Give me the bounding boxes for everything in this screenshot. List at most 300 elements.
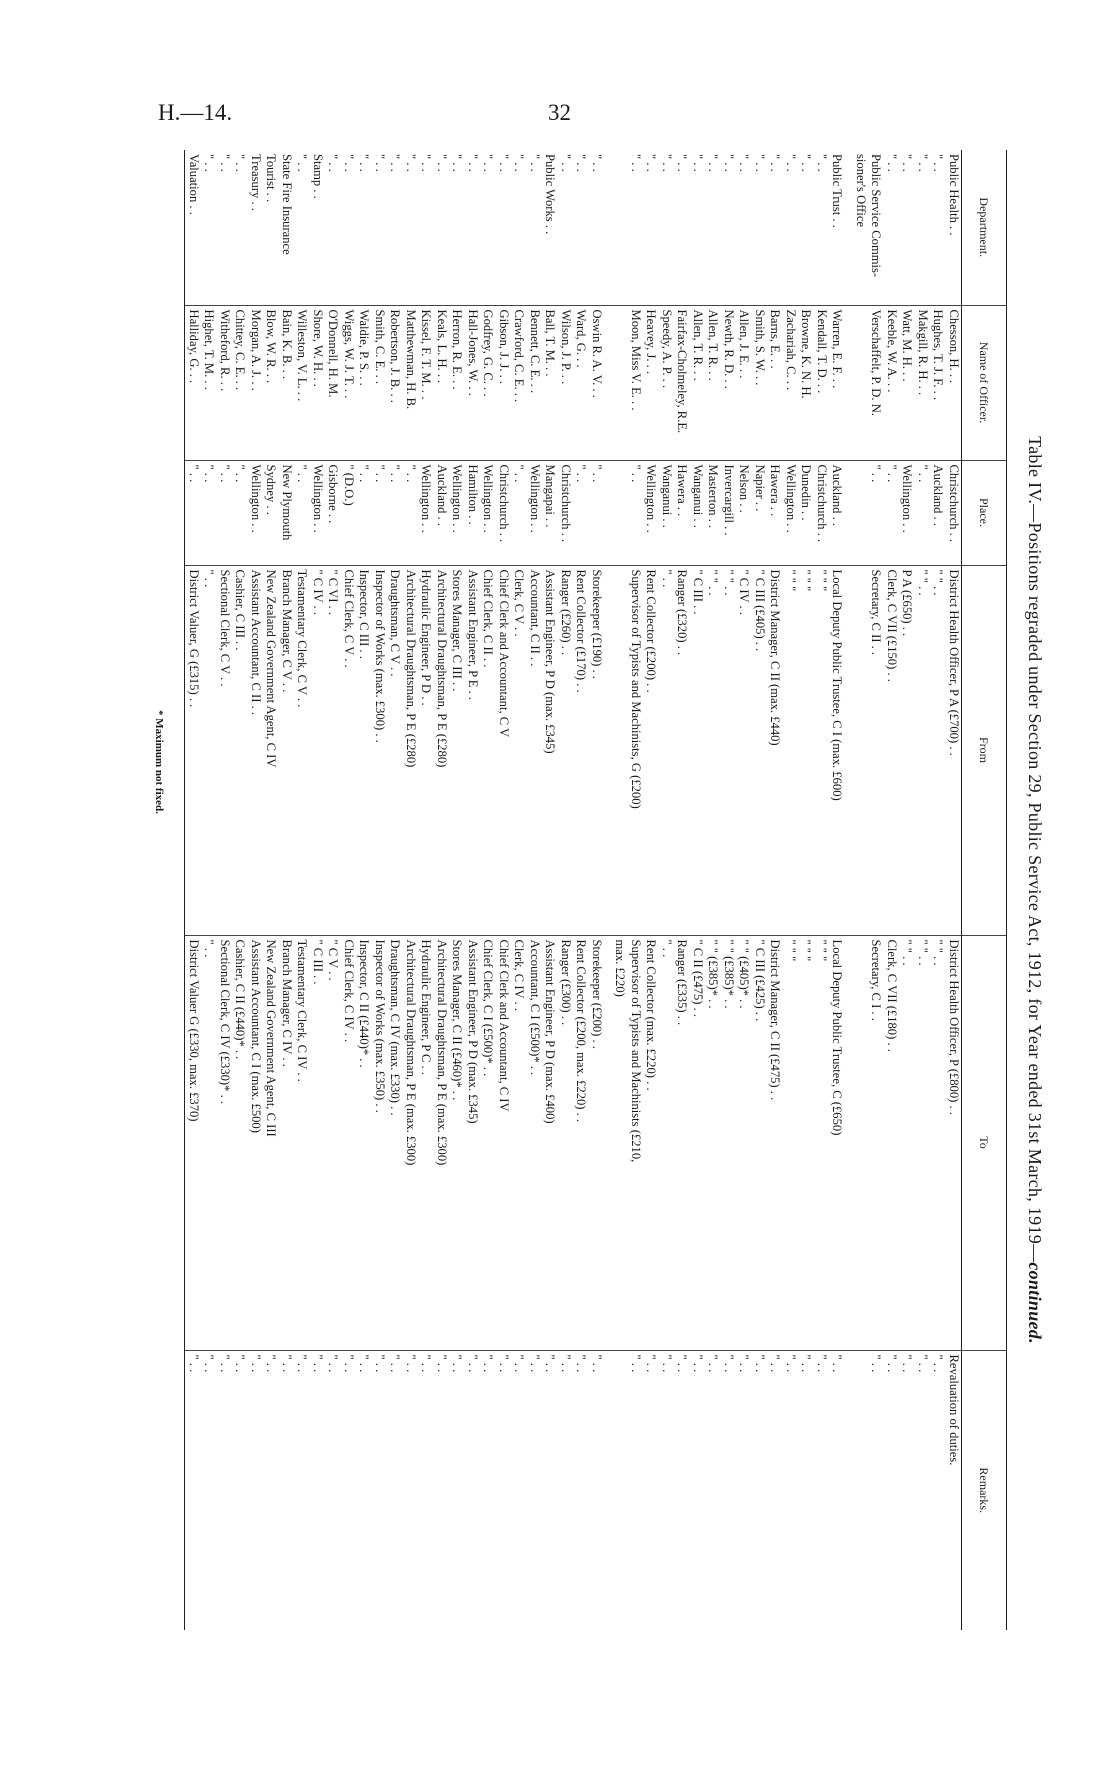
cell-officer-name: Gibson, J. J. . . — [496, 305, 512, 460]
cell-to: " " . . — [899, 935, 915, 1350]
cell-to: Rent Collector (£200, max. £220) . . — [573, 935, 589, 1350]
cell-place: " . . — [217, 460, 233, 565]
table-row — [752, 150, 768, 1630]
cell-remarks — [612, 1350, 628, 1630]
cell-officer-name: Chittey, C. E. . . — [232, 305, 248, 460]
cell-officer-name: Verschaffelt, P. D. N. — [868, 305, 884, 460]
cell-officer-name: Wiggs, W. J. T. . . — [341, 305, 357, 460]
cell-place: Hawera . . — [674, 460, 690, 565]
cell-department: " . . — [357, 154, 372, 172]
table-row — [899, 150, 915, 1630]
cell-to: " " " — [783, 935, 799, 1350]
cell-place: Gisborne . . — [325, 460, 341, 565]
table-row — [232, 150, 248, 1630]
column-header-place: Place. — [962, 460, 1007, 565]
cell-to: Inspector of Works (max. £350) . . — [372, 935, 388, 1350]
cell-from: Inspector of Works (max. £300) . . — [372, 565, 388, 935]
cell-remarks: " . . — [884, 1350, 900, 1630]
cell-department: " . . — [202, 154, 217, 172]
cell-remarks: " . . — [589, 1350, 605, 1630]
table-row — [628, 150, 644, 1630]
cell-remarks: " . . — [325, 1350, 341, 1630]
cell-remarks: " . . — [628, 1350, 644, 1630]
table-row — [783, 150, 799, 1630]
cell-department: " . . — [233, 154, 248, 172]
cell-from: Local Deputy Public Trustee, C I (max. £600) — [829, 565, 845, 935]
cell-department: Public Trust . . — [830, 154, 845, 228]
cell-remarks: " . . — [930, 1350, 946, 1630]
table-row — [659, 150, 675, 1630]
cell-place: " . . — [589, 460, 605, 565]
cell-department: Treasury . . — [249, 154, 263, 211]
cell-officer-name: Barns, E. . . — [767, 305, 783, 460]
cell-department: " . . — [722, 154, 736, 172]
cell-to: " . . — [659, 935, 675, 1350]
cell-place: Wellington . . — [248, 460, 264, 565]
cell-from: Rent Collector (£200) . . — [643, 565, 659, 935]
cell-officer-name: Highet, T. M. . . — [201, 305, 217, 460]
cell-department: " . . — [481, 154, 496, 172]
cell-officer-name: Zachariah, C. . . — [783, 305, 799, 460]
cell-place: Auckland . . — [930, 460, 946, 565]
cell-to: " C V . . — [325, 935, 341, 1350]
cell-place: " . . — [884, 460, 900, 565]
cell-to: Ranger (£300) . . — [558, 935, 574, 1350]
cell-officer-name: Witheford, R. . . — [217, 305, 233, 460]
cell-remarks — [853, 1350, 869, 1630]
cell-place: Dunedin . . — [798, 460, 814, 565]
cell-place — [853, 460, 869, 565]
table-row — [721, 150, 737, 1630]
cell-department: " . . — [295, 154, 310, 172]
cell-department: " . . — [528, 154, 542, 172]
cell-to: " " " — [814, 935, 830, 1350]
cell-officer-name — [853, 305, 869, 460]
cell-remarks: " . . — [449, 1350, 465, 1630]
cell-to: Architectural Draughtsman, P E (max. £300) — [403, 935, 419, 1350]
cell-department: " . . — [404, 154, 418, 172]
cell-place: " . . — [628, 460, 644, 565]
cell-place: Christchurch . . — [946, 460, 962, 565]
cell-department: " . . — [644, 154, 659, 172]
column-header-remarks: Remarks. — [962, 1350, 1007, 1630]
cell-officer-name: Keeble, W. A. . . — [884, 305, 900, 460]
cell-place: Wellington . . — [783, 460, 799, 565]
spacer-cell — [604, 935, 612, 1350]
cell-department: State Fire Insurance — [280, 154, 294, 255]
cell-place: " . . — [915, 460, 931, 565]
cell-from: " . . — [659, 565, 675, 935]
column-header-to: To — [962, 935, 1007, 1350]
cell-to: " C II (£475) . . — [690, 935, 706, 1350]
cell-from: Clerk, C V . . — [511, 565, 527, 935]
cell-to: Storekeeper (£200) . . — [589, 935, 605, 1350]
cell-department: Public Health . . — [947, 154, 961, 236]
spacer-cell — [845, 935, 853, 1350]
table-row — [558, 150, 574, 1630]
table-row — [915, 150, 931, 1630]
table-body — [185, 150, 962, 1630]
table-title — [1024, 150, 1045, 1630]
table-row — [279, 150, 295, 1630]
cell-from: " " . . — [721, 565, 737, 935]
cell-remarks: " . . — [294, 1350, 310, 1630]
cell-to: max. £220) — [612, 935, 628, 1350]
cell-remarks: " . . — [829, 1350, 845, 1630]
cell-remarks: " . . — [201, 1350, 217, 1630]
cell-officer-name: Browne, K. N. H. — [798, 305, 814, 460]
cell-officer-name: Allen, J. E. . . — [736, 305, 752, 460]
footnote: * Maximum not fixed. — [153, 710, 165, 814]
spacer-cell — [604, 150, 612, 305]
cell-department: " . . — [815, 154, 829, 172]
cell-remarks: " . . — [783, 1350, 799, 1630]
cell-officer-name: Allen, T. R. . . — [705, 305, 721, 460]
cell-remarks: " . . — [558, 1350, 574, 1630]
cell-remarks: " . . — [496, 1350, 512, 1630]
cell-from: " " " — [798, 565, 814, 935]
cell-place: Masterton . . — [705, 460, 721, 565]
cell-to: Assistant Engineer, P D (max. £400) — [542, 935, 558, 1350]
table-row — [674, 150, 690, 1630]
cell-remarks: " . . — [643, 1350, 659, 1630]
cell-place: " . . — [232, 460, 248, 565]
cell-from: District Health Officer, P A (£700) . . — [946, 565, 962, 935]
cell-place: Hawera . . — [767, 460, 783, 565]
cell-from: Clerk, C VII (£150) . . — [884, 565, 900, 935]
table-row — [480, 150, 496, 1630]
table-row — [705, 150, 721, 1630]
table-row — [465, 150, 481, 1630]
cell-from: Draughtsman, C V . . — [387, 565, 403, 935]
cell-officer-name: Ward, G. . . — [573, 305, 589, 460]
cell-officer-name: Hughes, T. J. F. . . — [930, 305, 946, 460]
cell-remarks: " . . — [527, 1350, 543, 1630]
cell-officer-name: Warren, E. F. . . — [829, 305, 845, 460]
cell-to: Draughtsman, C IV (max. £330) . . — [387, 935, 403, 1350]
cell-place: " . . — [294, 460, 310, 565]
cell-department: " . . — [590, 154, 604, 172]
cell-place: Auckland . . — [829, 460, 845, 565]
cell-department: " . . — [497, 154, 511, 172]
cell-from: " . . — [201, 565, 217, 935]
cell-officer-name: Smith, C. E. . . — [372, 305, 388, 460]
cell-from: Inspector, C III . . — [356, 565, 372, 935]
cell-officer-name: Godfrey, G. C. . . — [480, 305, 496, 460]
cell-place: Sydney . . — [263, 460, 279, 565]
cell-from: " " " — [814, 565, 830, 935]
cell-department: " . . — [784, 154, 798, 172]
cell-department: " . . — [326, 154, 341, 172]
cell-from: District Manager, C II (max. £440) — [767, 565, 783, 935]
cell-to: District Manager, C II (£475) . . — [767, 935, 783, 1350]
cell-officer-name: Kendall, T. D. . . — [814, 305, 830, 460]
cell-from: Testamentary Clerk, C V . . — [294, 565, 310, 935]
cell-to: Testamentary Clerk, C IV . . — [294, 935, 310, 1350]
cell-from: Ranger (£260) . . — [558, 565, 574, 935]
cell-from: Rent Collector (£170) . . — [573, 565, 589, 935]
table-row — [853, 150, 869, 1630]
cell-officer-name: Smith, S. W. . . — [752, 305, 768, 460]
cell-officer-name: Oswin R. A. V. . . — [589, 305, 605, 460]
cell-remarks: " . . — [480, 1350, 496, 1630]
cell-remarks: " . . — [279, 1350, 295, 1630]
table-row — [496, 150, 512, 1630]
cell-department: " . . — [435, 154, 449, 172]
table-row — [217, 150, 233, 1630]
cell-department: " . . — [218, 154, 232, 172]
cell-to: Rent Collector (max. £220) . . — [643, 935, 659, 1350]
cell-remarks: " . . — [705, 1350, 721, 1630]
cell-remarks: " . . — [752, 1350, 768, 1630]
cell-officer-name: Moon, Miss V. E. . . — [628, 305, 644, 460]
cell-from: Secretary, C II . . — [868, 565, 884, 935]
cell-place: Wellington . . — [527, 460, 543, 565]
cell-officer-name: Shore, W. H. . . — [310, 305, 326, 460]
spacer-cell — [845, 150, 853, 305]
cell-to: Hydraulic Engineer, P C . . — [418, 935, 434, 1350]
cell-to: " " . . — [915, 935, 931, 1350]
cell-department: Tourist . . — [264, 154, 279, 203]
cell-to: Architectural Draughtsman, P E (max. £300) — [434, 935, 450, 1350]
cell-from: Chief Clerk, C II . . — [480, 565, 496, 935]
cell-from: " C VI . . — [325, 565, 341, 935]
cell-to: Clerk, C IV . . — [511, 935, 527, 1350]
table-row — [341, 150, 357, 1630]
table-row — [418, 150, 434, 1630]
cell-place: Hamilton . . — [465, 460, 481, 565]
cell-to: " " (£385)* . . — [705, 935, 721, 1350]
rotated-table-block — [140, 150, 1045, 1630]
table-row — [767, 150, 783, 1630]
cell-remarks: " . . — [736, 1350, 752, 1630]
table-row — [403, 150, 419, 1630]
cell-place: Christchurch . . — [814, 460, 830, 565]
cell-place: Christchurch . . — [496, 460, 512, 565]
table-title-continued: continued. — [1025, 1262, 1045, 1344]
cell-place: " . . — [356, 460, 372, 565]
spacer-cell — [604, 460, 612, 565]
cell-remarks: " . . — [674, 1350, 690, 1630]
cell-place: Wanganui . . — [659, 460, 675, 565]
table-row — [201, 150, 217, 1630]
cell-from: P A (£650) . . — [899, 565, 915, 935]
spacer-cell — [845, 305, 853, 460]
cell-from: " " . . — [915, 565, 931, 935]
table-row — [930, 150, 946, 1630]
cell-officer-name: O'Donnell, H. M. — [325, 305, 341, 460]
table-row — [814, 150, 830, 1630]
row-spacer — [845, 150, 853, 1630]
spacer-cell — [845, 460, 853, 565]
document-reference: H.—14. — [158, 100, 233, 125]
cell-officer-name: Willeston, V. L. . . — [294, 305, 310, 460]
cell-remarks: " . . — [310, 1350, 326, 1630]
cell-from: " " . . — [705, 565, 721, 935]
cell-department: Valuation . . — [185, 150, 201, 305]
cell-officer-name: Newth, R. D. . . — [721, 305, 737, 460]
cell-place: Wanganui . . — [690, 460, 706, 565]
cell-department: " . . — [799, 154, 814, 172]
cell-from: Hydraulic Engineer, P D . . — [418, 565, 434, 935]
cell-to: Chief Clerk and Accountant, C IV — [496, 935, 512, 1350]
cell-department — [612, 150, 628, 305]
cell-to: Chief Clerk, C I (£500)* . . — [480, 935, 496, 1350]
cell-to: Secretary, C I . . — [868, 935, 884, 1350]
cell-place: Napier . . — [752, 460, 768, 565]
table-title-text: Table IV.—Positions regraded under Section 29, Public Service Act, 1912, for Year ended 31st March, 1919— — [1025, 436, 1045, 1263]
table-row — [542, 150, 558, 1630]
cell-department: Stamp . . — [311, 154, 325, 199]
cell-place: " . . — [372, 460, 388, 565]
cell-department: " . . — [660, 154, 674, 172]
cell-department: sioner's Office — [854, 154, 868, 228]
table-row — [263, 150, 279, 1630]
cell-remarks: " . . — [217, 1350, 233, 1630]
cell-place: Wellington . . — [418, 460, 434, 565]
cell-department: Public Works . . — [543, 154, 558, 235]
spacer-cell — [604, 1350, 612, 1630]
cell-to: Inspector, C II (£440)* . . — [356, 935, 372, 1350]
table-row — [185, 150, 201, 1630]
cell-from: Ranger (£320) . . — [674, 565, 690, 935]
cell-officer-name: Watt, M. H. . . — [899, 305, 915, 460]
spacer-cell — [845, 1350, 853, 1630]
cell-to: District Health Officer, P (£800) . . — [946, 935, 962, 1350]
cell-from — [612, 565, 628, 935]
spacer-cell — [604, 305, 612, 460]
cell-place: " (D.O.) — [341, 460, 357, 565]
cell-from: Chief Clerk and Accountant, C V — [496, 565, 512, 935]
cell-to: " C III . . — [310, 935, 326, 1350]
table-row — [310, 150, 326, 1630]
cell-officer-name: Morgan, A. J. . . — [248, 305, 264, 460]
cell-officer-name: Robertson, J. B. . . — [387, 305, 403, 460]
column-header-from: From — [962, 565, 1007, 935]
cell-from: Architectural Draughtsman, P E (£280) — [434, 565, 450, 935]
table-row — [589, 150, 605, 1630]
cell-from: Sectional Clerk, C V . . — [217, 565, 233, 935]
page-number: 32 — [548, 100, 571, 125]
cell-remarks: " . . — [542, 1350, 558, 1630]
cell-department: " . . — [342, 154, 356, 172]
cell-officer-name: Chesson, H. . . — [946, 305, 962, 460]
table-row — [325, 150, 341, 1630]
cell-from: Storekeeper (£190) . . — [589, 565, 605, 935]
column-header-department: Department. — [962, 150, 1007, 305]
cell-from: Assistant Engineer, P D (max. £345) — [542, 565, 558, 935]
cell-place: Wellington . . — [643, 460, 659, 565]
row-spacer — [604, 150, 612, 1630]
cell-department: " . . — [691, 154, 705, 172]
cell-to: " " . . — [930, 935, 946, 1350]
cell-officer-name: Bain, K. B. . . — [279, 305, 295, 460]
cell-officer-name: Keals, L. H. . . — [434, 305, 450, 460]
cell-place: New Plymouth — [279, 460, 295, 565]
cell-from: " " " — [783, 565, 799, 935]
cell-officer-name: Herron, R. E. . . — [449, 305, 465, 460]
spacer-cell — [604, 565, 612, 935]
cell-remarks: " . . — [372, 1350, 388, 1630]
cell-remarks: " . . — [341, 1350, 357, 1630]
cell-officer-name: Heavey, J. . . — [643, 305, 659, 460]
regraded-positions-table — [185, 150, 1008, 1630]
cell-place — [612, 460, 628, 565]
table-row — [356, 150, 372, 1630]
table-row — [643, 150, 659, 1630]
cell-department: " . . — [916, 154, 930, 172]
table-row — [884, 150, 900, 1630]
cell-from — [853, 565, 869, 935]
table-row — [387, 150, 403, 1630]
cell-officer-name: Allen, T. R. . . — [690, 305, 706, 460]
cell-from: " " . . — [930, 565, 946, 935]
cell-officer-name: Kissel, F. T. M. . . — [418, 305, 434, 460]
cell-department: " . . — [885, 154, 899, 172]
cell-remarks: " . . — [814, 1350, 830, 1630]
cell-from: Assistant Accountant, C II . . — [248, 565, 264, 935]
cell-officer-name: Blow, W. R. . . — [263, 305, 279, 460]
cell-to: Accountant, C I (£500)* . . — [527, 935, 543, 1350]
cell-remarks: " . . — [248, 1350, 264, 1630]
cell-to: " C III (£425) . . — [752, 935, 768, 1350]
cell-officer-name: Halliday, G. . . — [185, 305, 201, 460]
cell-remarks: " . . — [387, 1350, 403, 1630]
cell-department: " . . — [753, 154, 767, 172]
cell-from: Chief Clerk, C V . . — [341, 565, 357, 935]
table-row — [372, 150, 388, 1630]
cell-remarks: " . . — [185, 1350, 201, 1630]
cell-remarks: " . . — [798, 1350, 814, 1630]
table-row — [868, 150, 884, 1630]
cell-place: " . . — [403, 460, 419, 565]
cell-department: " . . — [706, 154, 721, 172]
cell-department: " . . — [373, 154, 387, 172]
cell-place: Wellington . . — [310, 460, 326, 565]
table-row — [736, 150, 752, 1630]
cell-place: Mangapai . . — [542, 460, 558, 565]
cell-from: Accountant, C II . . — [527, 565, 543, 935]
cell-remarks: " . . — [232, 1350, 248, 1630]
cell-from: Cashier, C III . . — [232, 565, 248, 935]
cell-place: Invercargill . . — [721, 460, 737, 565]
cell-department: " . . — [768, 154, 783, 172]
cell-to: Branch Manager, C IV . . — [279, 935, 295, 1350]
cell-department: " . . — [574, 154, 589, 172]
cell-place: Wellington . . — [480, 460, 496, 565]
cell-place: Nelson . . — [736, 460, 752, 565]
table-row — [798, 150, 814, 1630]
cell-remarks: " . . — [263, 1350, 279, 1630]
cell-officer-name: Fairfax-Cholmeley, R.E. — [674, 305, 690, 460]
cell-to: Supervisor of Typists and Machinists (£210, — [628, 935, 644, 1350]
table-row — [829, 150, 845, 1630]
cell-to: Sectional Clerk, C IV (£330)* . . — [217, 935, 233, 1350]
cell-remarks: " . . — [659, 1350, 675, 1630]
cell-to: " " (£385)* . . — [721, 935, 737, 1350]
cell-to: Local Deputy Public Trustee, C (£650) — [829, 935, 845, 1350]
cell-remarks: Revaluation of duties. — [946, 1350, 962, 1630]
cell-place: " . . — [201, 460, 217, 565]
cell-from: " C III . . — [690, 565, 706, 935]
cell-from: " C IV . . — [310, 565, 326, 935]
cell-from: District Valuer, G (£315) . . — [185, 565, 201, 935]
cell-place: " . . — [868, 460, 884, 565]
cell-remarks: " . . — [767, 1350, 783, 1630]
table-row — [573, 150, 589, 1630]
cell-officer-name: Bennett, C. E. . . — [527, 305, 543, 460]
cell-officer-name — [612, 305, 628, 460]
